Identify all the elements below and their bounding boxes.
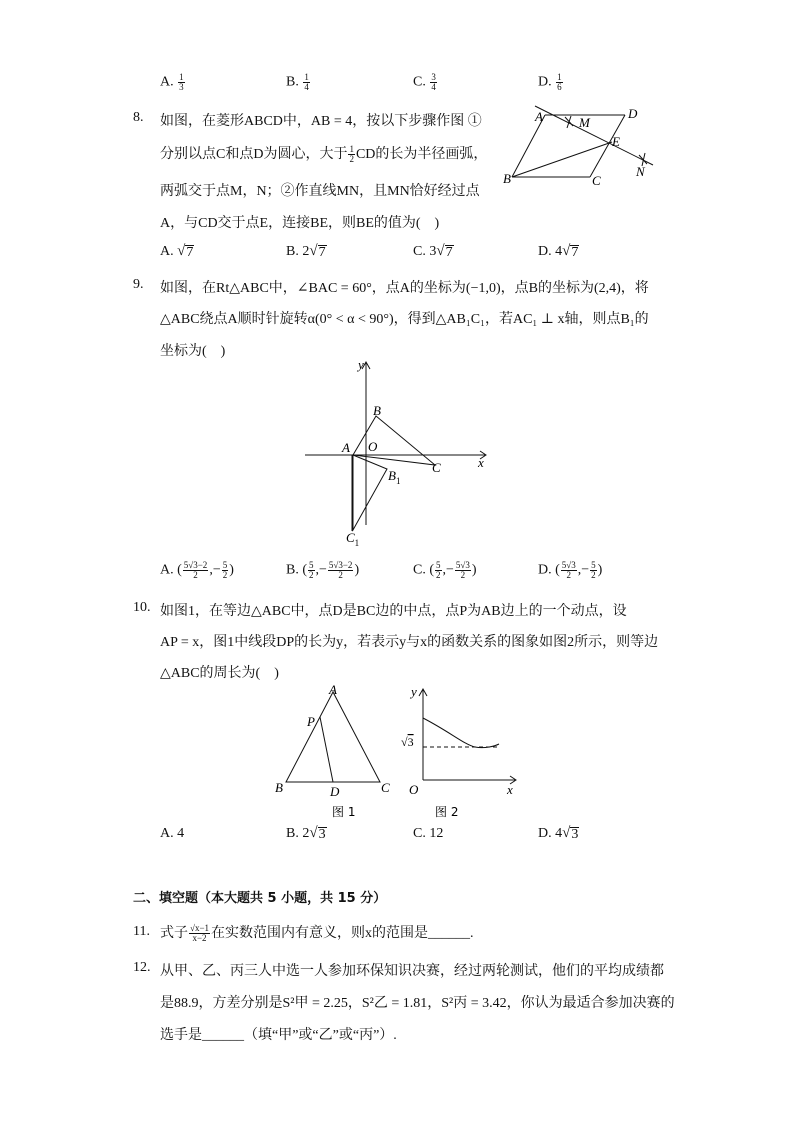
section-heading: 二、填空题（本大题共 5 小题，共 15 分）: [133, 891, 387, 906]
figure-caption: 图 1: [332, 805, 356, 819]
fraction: $\frac{1}{4}$: [304, 72, 309, 92]
question-text: 如图，在Rt△ABC中，∠BAC = 60°，点A的坐标为(−1,0)，点B的坐标为(2,4)，将: [160, 281, 649, 296]
fraction: $\frac{5}{2}$: [436, 560, 441, 580]
question-number: 8.: [133, 110, 144, 125]
figure-caption: 图 2: [435, 805, 459, 819]
label-m: M: [579, 115, 590, 130]
fraction: $\frac{5√3-2}{2}$: [328, 560, 353, 580]
fraction: $\frac{1}{2}$: [349, 144, 354, 165]
label-y: y: [411, 684, 417, 699]
label-sqrt3: √3: [401, 735, 414, 749]
label-p: P: [307, 714, 315, 729]
label-x: x: [507, 782, 513, 797]
label-b: B: [275, 780, 283, 795]
question-text: AP = x，图1中线段DP的长为y，若表示y与x的函数关系的图象如图2所示，则等边: [160, 635, 659, 650]
q7-option-a[interactable]: A. $\frac{1}{3}$: [160, 72, 184, 92]
q8-option-a[interactable]: A. √ 7: [160, 243, 194, 260]
fraction: $\frac{5}{2}$: [591, 560, 596, 580]
question-text: 坐标为( ): [160, 344, 226, 359]
fraction: $\frac{5√3}{2}$: [455, 560, 470, 580]
label-o: O: [409, 782, 419, 797]
label-y: y: [358, 357, 364, 372]
q7-option-c[interactable]: C. $\frac{3}{4}$: [413, 72, 436, 92]
question-text: 如图1，在等边△ABC中，点D是BC边的中点，点P为AB边上的一个动点，设: [160, 604, 627, 619]
q8-option-d[interactable]: D. 4 √ 7: [538, 243, 579, 260]
q10-option-c[interactable]: C. 12: [413, 826, 444, 841]
question-text: A，与CD交于点E，连接BE，则BE的值为( ): [160, 216, 440, 231]
label-d: D: [330, 784, 340, 799]
question-text: 从甲、乙、丙三人中选一人参加环保知识决赛，经过两轮测试，他们的平均成绩都: [160, 964, 664, 979]
sqrt: √ 3: [309, 825, 326, 842]
label-d: D: [628, 106, 638, 121]
label-c: C: [432, 460, 441, 475]
fraction: $\frac{5}{2}$: [222, 560, 228, 580]
label-a: A: [535, 109, 543, 124]
sqrt: √ 3: [562, 825, 579, 842]
q10-option-a[interactable]: A. 4: [160, 826, 185, 841]
label-c1: $C_1$: [346, 530, 360, 548]
label-a: A: [329, 682, 337, 697]
question-text: 如图，在菱形ABCD中，AB = 4，按以下步骤作图 ①: [160, 114, 482, 129]
label-x: x: [478, 455, 484, 470]
question-text: 式子 $\frac{√x-1}{x-2}$ 在实数范围内有意义，则x的范围是______.: [160, 923, 474, 944]
question-text: 分别以点C和点D为圆心，大于 $\frac{1}{2}$ CD的长为半径画弧，: [160, 144, 488, 165]
question-text: 是88.9，方差分别是S²甲 = 2.25，S²乙 = 1.81，S²丙 = 3.42，你认为最适合参加决赛的: [160, 996, 675, 1011]
fraction: $\frac{1}{6}$: [557, 72, 562, 92]
fraction: $\frac{1}{3}$: [179, 72, 184, 92]
label-c: C: [592, 173, 601, 188]
q10-option-b[interactable]: B. 2 √ 3: [286, 825, 326, 842]
sqrt: √ 7: [436, 243, 453, 260]
question-number: 11.: [133, 924, 150, 939]
q10-option-d[interactable]: D. 4 √ 3: [538, 825, 579, 842]
q7-option-b[interactable]: B. $\frac{1}{4}$: [286, 72, 309, 92]
label-b: B: [503, 171, 511, 186]
q9-option-a[interactable]: A. ( $\frac{5√3-2}{2}$ ,− $\frac{5}{2}$ ): [160, 560, 234, 580]
label-n: N: [636, 164, 645, 179]
function-graph-figure-2: [395, 680, 525, 820]
question-text: △ABC绕点A顺时针旋转α(0° < α < 90°)，得到△AB₁C₁，若AC₁ ⊥ x轴，则点B₁的: [160, 312, 649, 327]
fraction: $\frac{5√3-2}{2}$: [183, 560, 208, 580]
fraction: $\frac{5}{2}$: [309, 560, 314, 580]
question-text: 选手是______（填“甲”或“乙”或“丙”）.: [160, 1028, 397, 1043]
sqrt: √ 7: [177, 243, 194, 260]
rhombus-figure: [495, 100, 665, 190]
question-number: 9.: [133, 277, 144, 292]
sqrt: √ 7: [562, 243, 579, 260]
fraction: $\frac{√x-1}{x-2}$: [190, 923, 210, 944]
label-b: B: [373, 403, 381, 418]
question-text: △ABC的周长为( ): [160, 666, 279, 681]
q9-option-c[interactable]: C. ( $\frac{5}{2}$ ,− $\frac{5√3}{2}$ ): [413, 560, 477, 580]
label-b1: $B_1$: [388, 468, 401, 486]
triangle-figure-1: [270, 680, 400, 820]
label-a: A: [342, 440, 350, 455]
label-c: C: [381, 780, 390, 795]
q8-option-c[interactable]: C. 3 √ 7: [413, 243, 453, 260]
question-text: 两弧交于点M，N；②作直线MN，且MN恰好经过点: [160, 184, 480, 199]
label-o: O: [368, 439, 378, 454]
q9-option-d[interactable]: D. ( $\frac{5√3}{2}$ ,− $\frac{5}{2}$ ): [538, 560, 603, 580]
question-number: 10.: [133, 600, 151, 615]
q8-option-b[interactable]: B. 2 √ 7: [286, 243, 326, 260]
question-number: 12.: [133, 960, 151, 975]
label-e: E: [612, 134, 620, 149]
rotation-figure: [300, 355, 500, 555]
sqrt: √ 7: [309, 243, 326, 260]
q9-option-b[interactable]: B. ( $\frac{5}{2}$ ,− $\frac{5√3-2}{2}$ ): [286, 560, 360, 580]
fraction: $\frac{3}{4}$: [431, 72, 436, 92]
q7-option-d[interactable]: D. $\frac{1}{6}$: [538, 72, 562, 92]
fraction: $\frac{5√3}{2}$: [561, 560, 576, 580]
